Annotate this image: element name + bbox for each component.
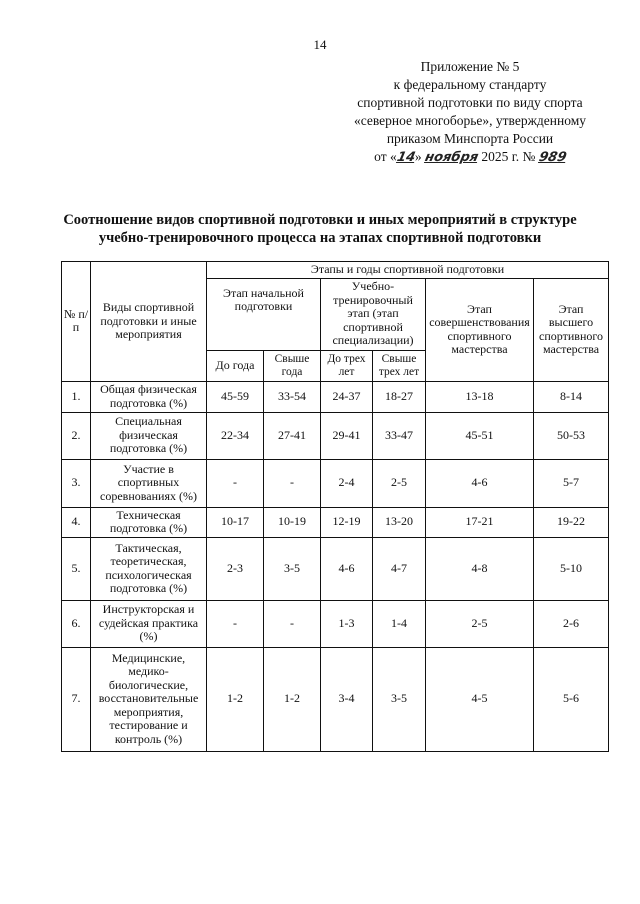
table-row: 4. Техническая подготовка (%) 10-17 10-19 12-19 13-20 17-21 19-22 — [62, 507, 609, 537]
table-row: 7. Медицинские, медико-биологические, восстановительные мероприятия, тестирование и контроль (%) 1-2 1-2 3-4 3-5 4-5 5-6 — [62, 647, 609, 751]
handwritten-day: 14 — [395, 150, 417, 165]
appendix-line: спортивной подготовки по виду спорта — [357, 95, 583, 110]
header-num: № п/п — [62, 262, 91, 382]
table-row: 3. Участие в спортивных соревнованиях (%) - - 2-4 2-5 4-6 5-7 — [62, 459, 609, 507]
table-row: 6. Инструкторская и судейская практика (%) - - 1-3 1-4 2-5 2-6 — [62, 600, 609, 647]
handwritten-number: 989 — [537, 150, 568, 165]
appendix-line: к федеральному стандарту — [393, 77, 547, 92]
appendix-line: «северное многоборье», утвержденному — [353, 113, 587, 128]
training-ratio-table — [61, 261, 609, 752]
appendix-block — [320, 58, 620, 167]
header-initial-stage: Этап начальной подготовки — [207, 278, 321, 350]
handwritten-month: ноября — [423, 150, 480, 165]
appendix-line: приказом Минспорта России — [386, 131, 554, 146]
page-number: 14 — [313, 37, 327, 52]
table-row: 2. Специальная физическая подготовка (%) 22-34 27-41 29-41 33-47 45-51 50-53 — [62, 412, 609, 459]
header-highest-stage: Этап высшего спортивного мастерства — [534, 278, 609, 381]
header-improvement-stage: Этап совершенствования спортивного мастерства — [426, 278, 534, 381]
table-row: 5. Тактическая, теоретическая, психологическая подготовка (%) 2-3 3-5 4-6 4-7 4-8 5-10 — [62, 537, 609, 600]
header-training-stage: Учебно-тренировочный этап (этап спортивной специализации) — [321, 278, 426, 350]
table-row: 1. Общая физическая подготовка (%) 45-59 33-54 24-37 18-27 13-18 8-14 — [62, 381, 609, 412]
appendix-date-line: от «14» ноября 2025 г. № 989 — [374, 149, 568, 165]
header-up-to-three: До трех лет — [321, 350, 373, 381]
appendix-title: Приложение № 5 — [420, 59, 520, 74]
document-title: Соотношение видов спортивной подготовки и иных мероприятий в структуре учебно-тренировочного процесса на этапах спортивной подготовки — [63, 212, 577, 246]
header-kind: Виды спортивной подготовки и иные мероприятия — [91, 262, 207, 382]
header-over-year: Свыше года — [264, 350, 321, 381]
header-stages: Этапы и годы спортивной подготовки — [207, 262, 609, 279]
header-over-three: Свыше трех лет — [373, 350, 426, 381]
header-up-to-year: До года — [207, 350, 264, 381]
